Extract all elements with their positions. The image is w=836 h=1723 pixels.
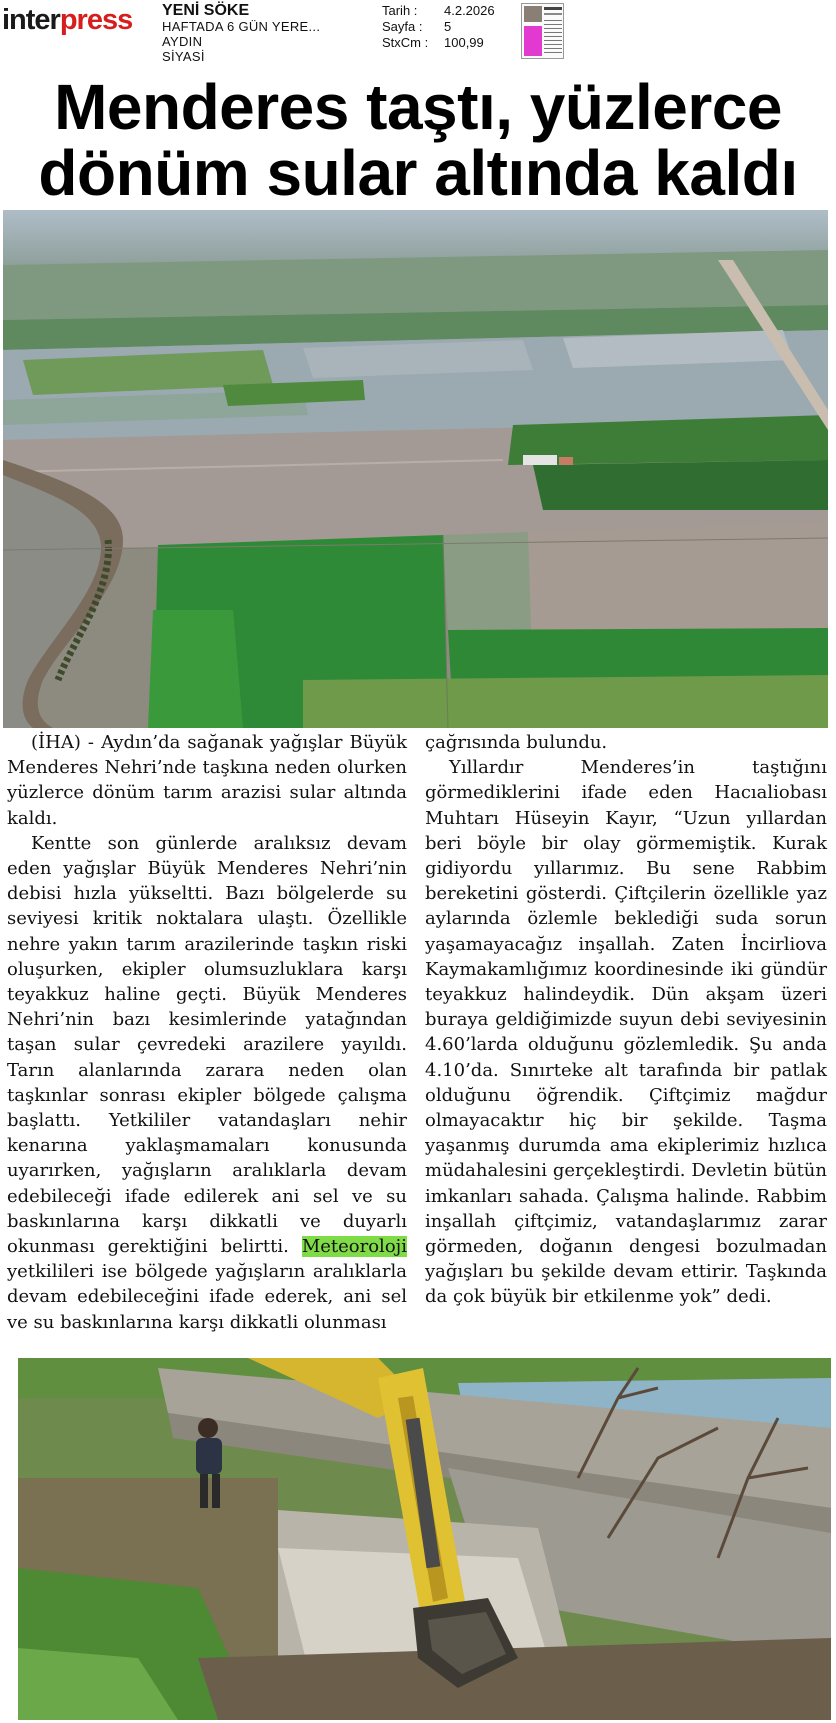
meta-page-value: 5 [444, 19, 452, 34]
article-column-right [425, 730, 827, 1350]
interpress-logo [2, 4, 132, 37]
meta-date-label: Tarih : [382, 3, 418, 18]
logo-press: press [59, 4, 133, 36]
article-headline [0, 71, 836, 209]
publication-info [162, 3, 320, 64]
meta-size-value: 100,99 [444, 35, 484, 50]
meta-page-label: Sayfa : [382, 19, 423, 34]
article-paragraph-1: (İHA) - Aydın’da sağanak yağışlar Büyük Menderes Nehri’nde taşkına neden olurken yüzlerce dönüm tarım arazisi sular altında kaldı. [7, 732, 407, 829]
meta-size-row [382, 35, 495, 51]
clipping-headline: HAFTADA 6 GÜN YERE... [162, 19, 321, 34]
excavator-photo [18, 1358, 831, 1720]
headline-line-2: dönüm sular altında kaldı [38, 137, 798, 209]
clipping-category: SİYASİ [162, 49, 205, 64]
aerial-flood-illustration [3, 210, 828, 728]
page-thumbnail[interactable] [521, 3, 564, 59]
clipping-meta [382, 3, 495, 51]
clipping-header [0, 0, 836, 66]
headline-line-1: Menderes taştı, yüzlerce [54, 71, 782, 143]
paragraph-2-text: Kentte son günlerde aralıksız devam eden yağışlar Büyük Menderes Nehri’nin debisi hızla yükseltti. Bazı bölgelerde su seviyesi kritik noktalara ulaştı. Özellikle nehre yakın tarım arazilerinde taşkın riski oluşurken, ekipler olumsuzluklara karşı teyakkuz haline geçti. Büyük Menderes Nehri’nin bazı kesimlerinde yatağından taşan sular çevredeki arazilere yayıldı. Tarın alanlarında zarara neden olan taşkınlar sonrası ekipler bölgede çalışma başlattı. Yetkililer vatandaşları nehir kenarına yaklaşmamaları konusunda uyarırken, yağışların aralıklarla devam edebileceği ifade edilerek ani sel ve su baskınlarına karşı dikkatli ve duyarlı okunması gerektiğini belirtti. [7, 832, 407, 1258]
article-column-left [7, 730, 407, 1350]
highlighted-keyword: Meteoroloji [301, 1236, 407, 1258]
excavator-illustration [18, 1358, 831, 1720]
clipping-region: AYDIN [162, 34, 203, 49]
meta-date-row [382, 3, 495, 19]
article-paragraph-continued: çağrısında bulundu. [425, 732, 608, 753]
meta-size-label: StxCm : [382, 35, 429, 50]
meta-page-row [382, 19, 495, 35]
aerial-flood-photo [3, 210, 828, 728]
newspaper-name: YENİ SÖKE [162, 2, 250, 19]
paragraph-2-tail: yetkilileri ise bölgede yağışların aralıklarla devam edebileceğini ifade ederek, ani sel ve su baskınlarına karşı dikkatli olunması [7, 1261, 407, 1333]
meta-date-value: 4.2.2026 [444, 3, 495, 18]
article-paragraph-3: Yıllardır Menderes’in taştığını görmediklerini ifade eden Hacıaliobası Muhtarı Hüseyin Kayır, “Uzun yıllardan beri böyle bir olay görmemiştik. Kurak gidiyordu yıllarımız. Bu sene Rabbim bereketini gösterdi. Çiftçilerin özellikle yaz aylarında özlemle beklediği suda sorun yaşamayacağız inşallah. Zaten İncirliova Kaymakamlığımız koordinesinde iki gündür teyakkuz halindeydik. Dün akşam üzeri buraya geldiğimizde suyun debi seviyesinin 4.60’larda olduğunu gözlemledik. Şu anda 4.10’da. Sınırteke alt tarafında bir patlak olduğunu öğrendik. Çiftçimiz mağdur olmayacaktır hiç bir şekilde. Taşma yaşanmış durumda ama ekiplerimiz hızlıca müdahalesini gerçekleştirdi. Devletin bütün imkanları sahada. Çalışma halinde. Rabbim inşallah çiftçimiz, vatandaşlarımız zarar görmeden, doğanın dengesi bozulmadan yağışları bu şekilde devam ettirir. Taşkında da çok büyük bir etkilenme yok” dedi. [425, 757, 827, 1308]
logo-inter: inter [2, 4, 60, 36]
article-paragraph-2 [7, 831, 407, 1335]
